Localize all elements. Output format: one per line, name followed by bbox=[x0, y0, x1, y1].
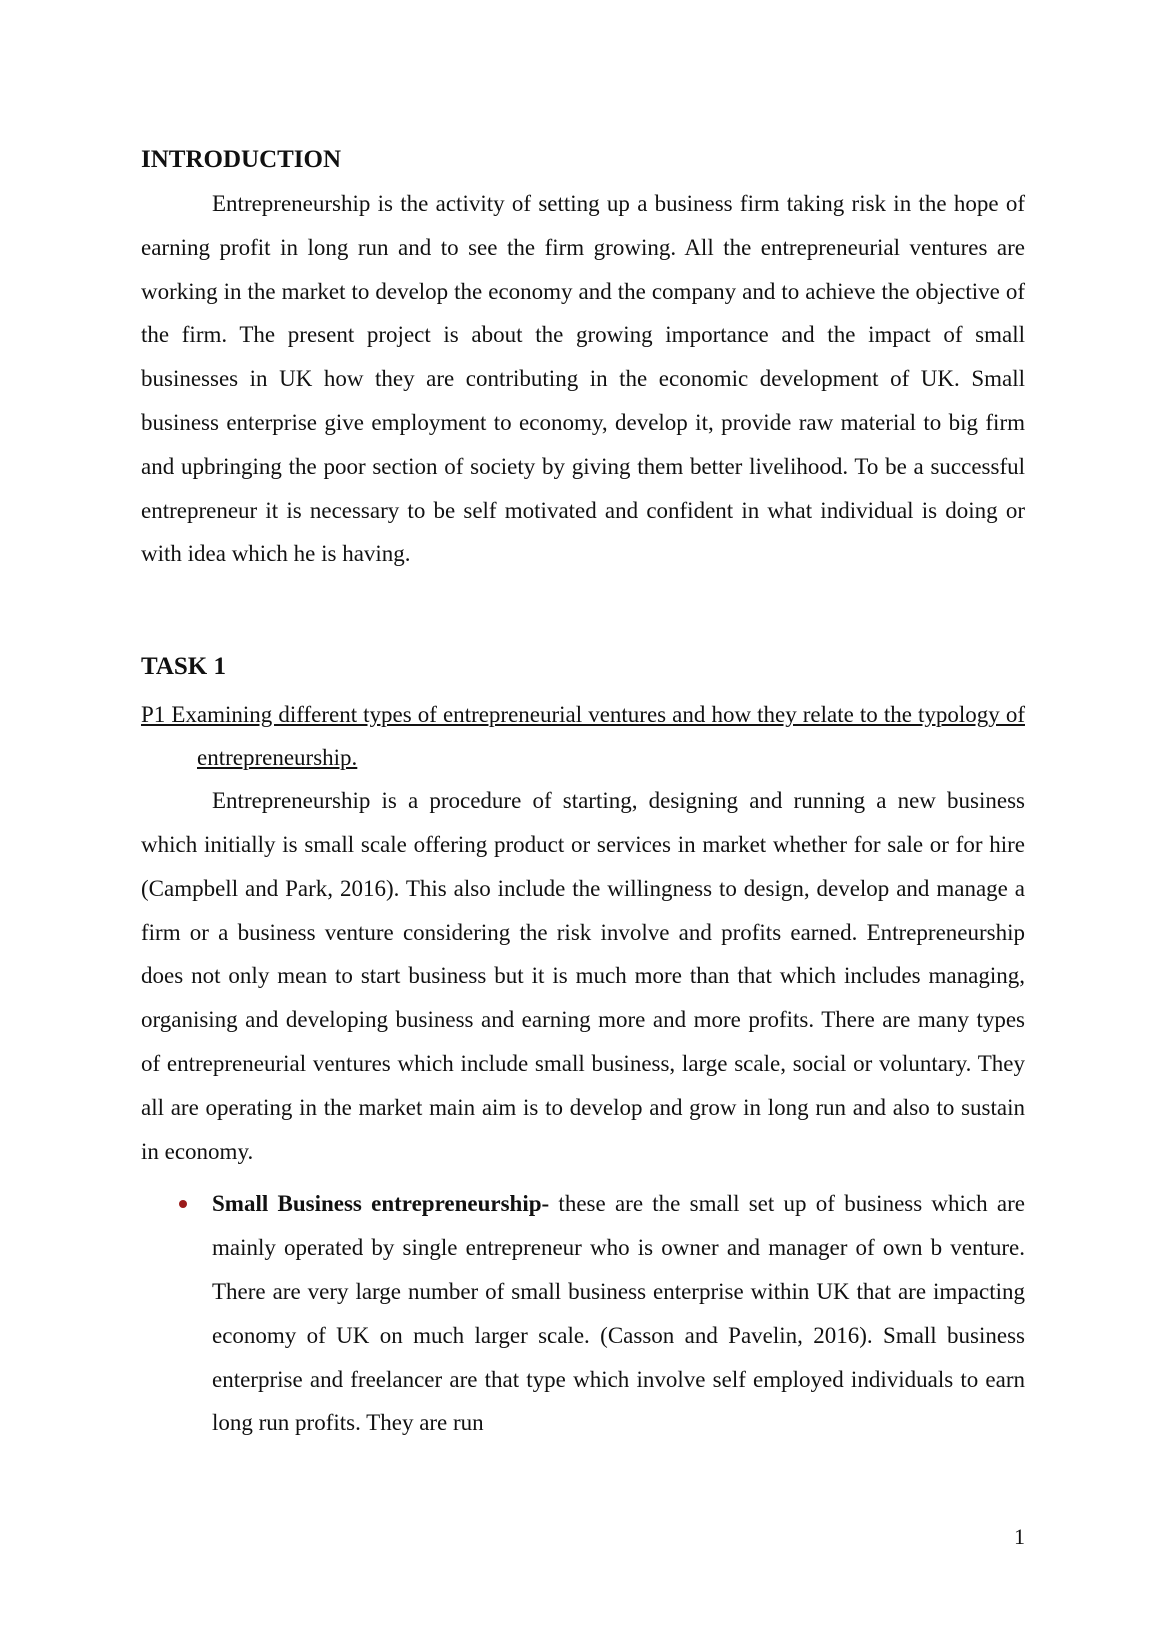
page-content bbox=[141, 138, 1025, 1445]
bullet-dot-icon bbox=[179, 1200, 187, 1208]
introduction-paragraph: Entrepreneurship is the activity of setting up a business firm taking risk in the hope of earning profit in long run and to see the firm growing. All the entrepreneurial ventures are working in the market to develop the economy and the company and to achieve the objective of the firm. The present project is about the growing importance and the impact of small businesses in UK how they are contributing in the economic development of UK. Small business enterprise give employment to economy, develop it, provide raw material to big firm and upbringing the poor section of society by giving them better livelihood. To be a successful entrepreneur it is necessary to be self motivated and confident in what individual is doing or with idea which he is having. bbox=[141, 191, 1025, 567]
list-item bbox=[141, 1182, 1025, 1445]
bullet-text: these are the small set up of business which are mainly operated by single entrepreneur who is owner and manager of own b venture. There are very large number of small business enterprise within UK that are impacting economy of UK on much larger scale. (Casson and Pavelin, 2016). Small business enterprise and freelancer are that type which involve self employed individuals to earn long run profits. They are run bbox=[212, 1191, 1025, 1436]
bullet-term: Small Business entrepreneurship- bbox=[212, 1191, 550, 1217]
introduction-heading: INTRODUCTION bbox=[141, 146, 342, 173]
task1-heading: TASK 1 bbox=[141, 653, 226, 681]
section-spacer bbox=[141, 576, 1025, 645]
task1-subheading: P1 Examining different types of entrepreneurial ventures and how they relate to the typology of entrepreneurship. bbox=[141, 702, 1025, 771]
ventures-bullet-list bbox=[141, 1182, 1025, 1445]
task1-paragraph: Entrepreneurship is a procedure of starting, designing and running a new business which initially is small scale offering product or services in market whether for sale or for hire (Campbell and Park, 2016). This also include the willingness to design, develop and manage a firm or a business venture considering the risk involve and profits earned. Entrepreneurship does not only mean to start business but it is much more than that which includes managing, organising and developing business and earning more and more profits. There are many types of entrepreneurial ventures which include small business, large scale, social or voluntary. They all are operating in the market main aim is to develop and grow in long run and also to sustain in economy. bbox=[141, 788, 1025, 1164]
page-number: 1 bbox=[1014, 1524, 1025, 1549]
